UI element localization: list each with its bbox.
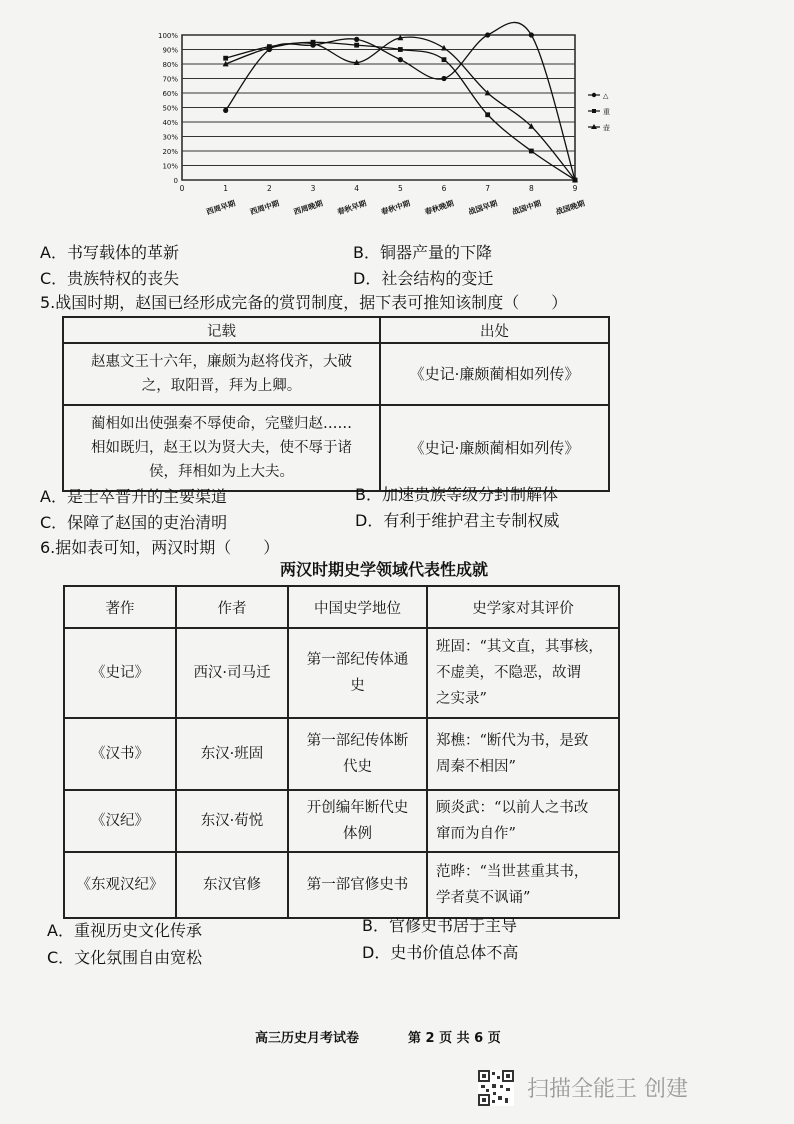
evaluation-line: 窜而为自作” [436,826,516,842]
author-cell: 东汉·班固 [176,718,288,790]
record-cell [63,343,380,405]
record-line: 相如既归，赵王以为贤大夫，使不辱于诸 [91,440,352,456]
y-tick-label: 100% [157,32,178,40]
status-cell [288,790,427,852]
work-cell: 《汉书》 [64,718,176,790]
q5-option-c[interactable]: C．保障了赵国的吏治清明 [40,513,228,532]
data-point [529,149,534,154]
x-tick-label: 0 [179,184,185,193]
header-evaluation: 史学家对其评价 [427,586,619,628]
y-tick-label: 80% [162,61,178,69]
q6-option-d[interactable]: D．史书价值总体不高 [362,943,519,962]
evaluation-line: 学者莫不讽诵” [436,890,531,906]
q5-table [62,316,610,492]
q5-stem: 5.战国时期，赵国已经形成完备的赏罚制度，据下表可推知该制度（ ） [40,293,568,312]
q6-stem: 6.据如表可知，两汉时期（ ） [40,538,280,557]
status-line: 第一部纪传体通 [306,652,409,668]
data-point [442,57,447,62]
q5-option-a[interactable]: A．是士卒晋升的主要渠道 [40,487,227,506]
q4-option-d[interactable]: D．社会结构的变迁 [353,269,494,288]
series-line-2 [226,42,575,180]
table-header-row [63,317,609,343]
q5-option-d[interactable]: D．有利于维护君主专制权威 [355,511,560,530]
data-point [441,76,446,81]
y-tick-label: 10% [162,162,178,171]
table-header-row [64,586,619,628]
q6-option-b[interactable]: B．官修史书居于主导 [362,916,517,935]
q4-option-b[interactable]: B．铜器产量的下降 [353,243,492,262]
x-tick-label: 2 [266,184,272,193]
x-category-label: 春秋晚期 [423,198,455,217]
evaluation-line: 班固：“其文直，其事核， [436,639,603,655]
legend-marker [592,109,596,113]
status-line: 开创编年断代史 [306,800,409,816]
header-status: 中国史学地位 [288,586,427,628]
record-line: 蔺相如出使强秦不辱使命，完璧归赵…… [91,416,352,432]
data-point [398,57,403,62]
record-line: 赵惠文王十六年，廉颇为赵将伐齐，大破 [91,354,352,370]
status-cell: 第一部官修史书 [288,852,427,918]
evaluation-line: 郑樵：“断代为书，是致 [436,733,589,749]
legend-label: △ [603,92,609,100]
data-point [354,43,359,48]
x-category-label: 春秋中期 [379,198,412,217]
x-category-label: 战国晚期 [554,198,586,217]
evaluation-line: 周秦不相因” [436,759,516,775]
q6-option-c[interactable]: C．文化氛围自由宽松 [47,948,203,967]
data-point [485,112,490,117]
status-line: 代史 [343,759,372,775]
q6-table [63,585,620,919]
data-point [354,37,359,42]
header-record: 记载 [63,317,380,343]
y-tick-label: 0 [173,177,178,185]
table-row [64,628,619,718]
header-source: 出处 [380,317,609,343]
x-category-label: 战国早期 [467,198,499,217]
x-tick-label: 9 [572,184,578,193]
evaluation-line: 之实录” [436,691,487,707]
x-tick-label: 6 [441,184,447,193]
evaluation-line: 不虚美，不隐恶，故谓 [436,665,581,681]
x-tick-label: 1 [223,184,229,193]
q6-table-caption: 两汉时期史学领域代表性成就 [280,560,489,579]
table-row [63,343,609,405]
x-tick-label: 4 [354,184,360,193]
legend-marker [592,93,596,97]
x-category-label: 春秋早期 [336,198,368,217]
evaluation-cell [427,718,619,790]
footer-title: 高三历史月考试卷 [255,1031,360,1046]
work-cell: 《东观汉纪》 [64,852,176,918]
watermark-text: 扫描全能王 创建 [527,1077,688,1102]
y-tick-label: 40% [162,119,178,127]
status-line: 第一部纪传体断 [306,733,409,749]
x-category-label: 西周晚期 [292,198,324,217]
evaluation-cell [427,852,619,918]
y-tick-label: 50% [162,104,178,113]
table-row [64,790,619,852]
evaluation-line: 范晔：“当世甚重其书， [436,864,589,880]
data-point [398,47,403,52]
record-line: 之，取阳晋，拜为上卿。 [141,378,302,394]
data-point [441,45,447,51]
y-tick-label: 30% [162,133,178,142]
header-work: 著作 [64,586,176,628]
status-line: 体例 [343,826,372,842]
y-tick-label: 70% [162,75,178,84]
data-point [485,32,490,37]
data-point [529,32,534,37]
q6-option-a[interactable]: A．重视历史文化传承 [47,921,202,940]
record-line: 侯，拜相如为上大夫。 [149,464,294,480]
q4-option-a[interactable]: A．书写载体的革新 [40,243,179,262]
legend-label: 重 [603,108,610,116]
source-cell: 《史记·廉颇蔺相如列传》 [380,343,609,405]
y-tick-label: 90% [162,46,178,55]
author-cell: 西汉·司马迁 [176,628,288,718]
x-category-label: 战国中期 [510,198,543,217]
record-cell [63,405,380,491]
x-category-label: 西周早期 [205,198,237,217]
x-category-label: 西周中期 [248,198,281,217]
q5-option-b[interactable]: B．加速贵族等级分封制解体 [355,485,558,504]
status-cell [288,628,427,718]
work-cell: 《史记》 [64,628,176,718]
x-tick-label: 3 [310,184,316,193]
data-point [223,108,228,113]
footer-page: 第 2 页 共 6 页 [408,1031,501,1046]
table-row [64,718,619,790]
x-tick-label: 7 [485,184,491,193]
evaluation-cell [427,790,619,852]
line-chart-svg [140,20,610,245]
table-row [63,405,609,491]
evaluation-cell [427,628,619,718]
legend-label: 壶 [603,124,610,132]
author-cell: 东汉·荀悦 [176,790,288,852]
y-tick-label: 60% [162,90,178,98]
data-point [223,56,228,61]
qr-code-icon [478,1070,514,1106]
author-cell: 东汉官修 [176,852,288,918]
source-cell: 《史记·廉颇蔺相如列传》 [380,405,609,491]
y-tick-label: 20% [162,148,178,156]
evaluation-line: 顾炎武：“以前人之书改 [436,800,589,816]
header-author: 作者 [176,586,288,628]
work-cell: 《汉纪》 [64,790,176,852]
x-tick-label: 8 [528,184,534,193]
x-tick-label: 5 [397,184,403,193]
q4-option-c[interactable]: C．贵族特权的丧失 [40,269,180,288]
status-cell [288,718,427,790]
status-line: 史 [350,678,365,694]
line-chart [140,20,610,245]
table-row [64,852,619,918]
